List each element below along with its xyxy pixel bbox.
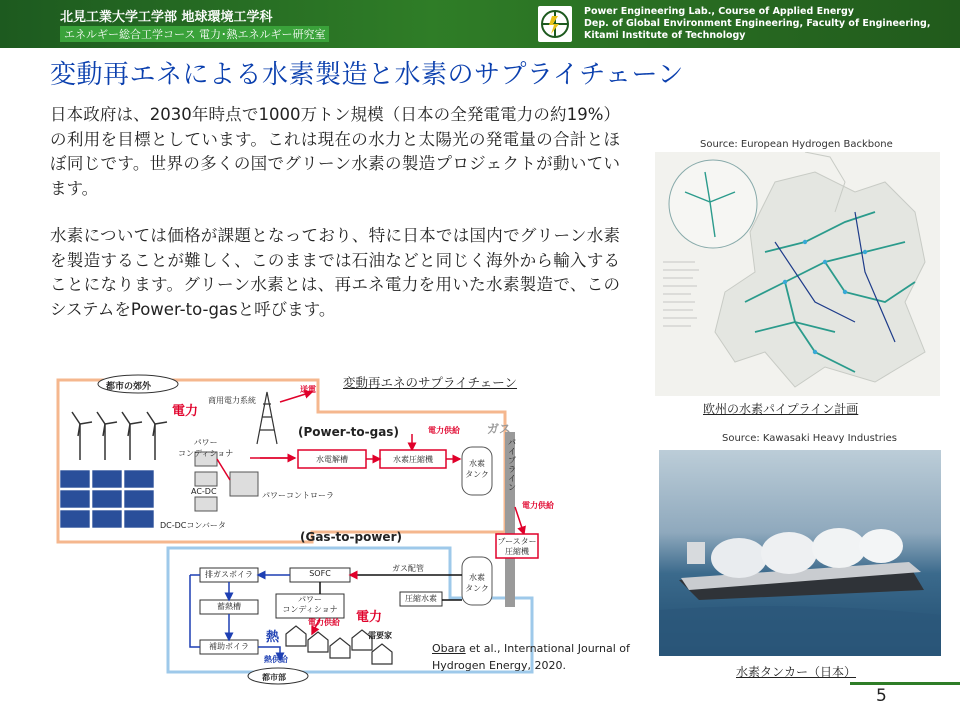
suburb-label: 都市の郊外 [106, 382, 152, 392]
heat-storage-label: 蓄熱槽 [217, 602, 241, 611]
bottom-accent-line [850, 682, 960, 685]
wind-turbine-icons [72, 412, 167, 460]
diagram-caption: 変動再エネのサプライチェーン [343, 375, 518, 390]
transmission-tower-icon [257, 392, 277, 444]
tanker-photo [659, 450, 941, 656]
grid-label: 商用電力系統 [208, 396, 256, 405]
power-controller-box [230, 472, 258, 496]
exhaust-boiler-label: 排ガスボイラ [205, 570, 253, 579]
power-supply-label-1: 電力供給 [428, 426, 460, 435]
p2g-label: (Power-to-gas) [298, 425, 399, 439]
power-supply-label-3: 電力供給 [308, 618, 340, 627]
dcdc-label: DC-DCコンバータ [160, 521, 226, 530]
tank-label-1: 水素 タンク [465, 459, 489, 479]
electricity-label-2: 電力 [356, 610, 383, 625]
university-name: 北見工業大学工学部 地球環境工学科 [60, 10, 273, 25]
compressed-h2-label: 圧縮水素 [405, 594, 437, 603]
g2p-label: (Gas-to-power) [300, 530, 402, 544]
course-name: エネルギー総合工学コース 電力･熱エネルギー研究室 [60, 26, 329, 42]
reference-author-link[interactable]: Obara [432, 642, 466, 655]
power-controller-label: パワーコントローラ [262, 491, 334, 500]
page-number: 5 [876, 686, 887, 706]
city-label: 都市部 [262, 673, 286, 682]
transmission-label: 送電 [300, 385, 316, 394]
tank-label-2: 水素 タンク [465, 573, 489, 593]
converter-box-2 [195, 472, 217, 486]
lab-logo-icon [538, 6, 572, 42]
header-bar [0, 0, 960, 48]
heat-label: 熱 [266, 630, 280, 645]
tanker-caption: 水素タンカー（日本） [736, 665, 857, 679]
tanker-drawing [659, 450, 941, 656]
reference-citation: Obara et al., International Journal of Hydrogen Energy, 2020. [432, 642, 630, 672]
power-conditioner-label: パワー コンディショナ [178, 438, 234, 458]
electrolysis-label: 水電解槽 [316, 455, 348, 464]
aux-boiler-label: 補助ボイラ [209, 642, 249, 651]
gas-distribution-label: ガス配管 [392, 564, 424, 573]
power-supply-label-2: 電力供給 [522, 501, 554, 510]
acdc-label: AC-DC [191, 487, 217, 496]
compressor-label: 水素圧縮機 [393, 455, 433, 464]
solar-panel-icons [60, 470, 154, 528]
power-conditioner2-label: パワー コンディショナ [282, 595, 338, 614]
consumer-label: 需要家 [368, 631, 392, 640]
paragraph-2: 水素については価格が課題となっており、特に日本では国内でグリーン水素を製造することが難しく、このままでは石油などと同じく海外から輸入することになります。グリーン水素とは、再エネ電力を用いた水素製造で、このシステムをPower-to-gasと呼びます。 [50, 226, 620, 319]
heat-supply-label: 熱供給 [264, 655, 288, 664]
map-drawing [655, 152, 940, 396]
tanker-source: Source: Kawasaki Heavy Industries [722, 433, 897, 444]
europe-pipeline-map [655, 152, 940, 396]
converter-box-3 [195, 497, 217, 511]
map-source: Source: European Hydrogen Backbone [700, 139, 893, 150]
sofc-label: SOFC [309, 569, 331, 578]
paragraph-1: 日本政府は、2030年時点で1000万トン規模（日本の全発電電力の約19%）の利用を目標としています。これは現在の水力と太陽光の発電量の合計とほぼ同じです。世界の多くの国でグリーン水素の製造プロジェクトが動いています。 [50, 105, 620, 198]
lab-name: Power Engineering Lab., Course of Applied Energy Dep. of Global Environment Engineering, Faculty of Engineering, Kitami Institute of Technology [584, 6, 931, 41]
map-caption: 欧州の水素パイプライン計画 [703, 402, 859, 416]
booster-label: ブースター 圧縮機 [497, 537, 537, 556]
electricity-label-1: 電力 [172, 404, 199, 419]
gas-label: ガス [487, 422, 512, 436]
page-title: 変動再エネによる水素製造と水素のサプライチェーン [50, 60, 684, 90]
pipeline-label: パイプライン [508, 438, 516, 492]
